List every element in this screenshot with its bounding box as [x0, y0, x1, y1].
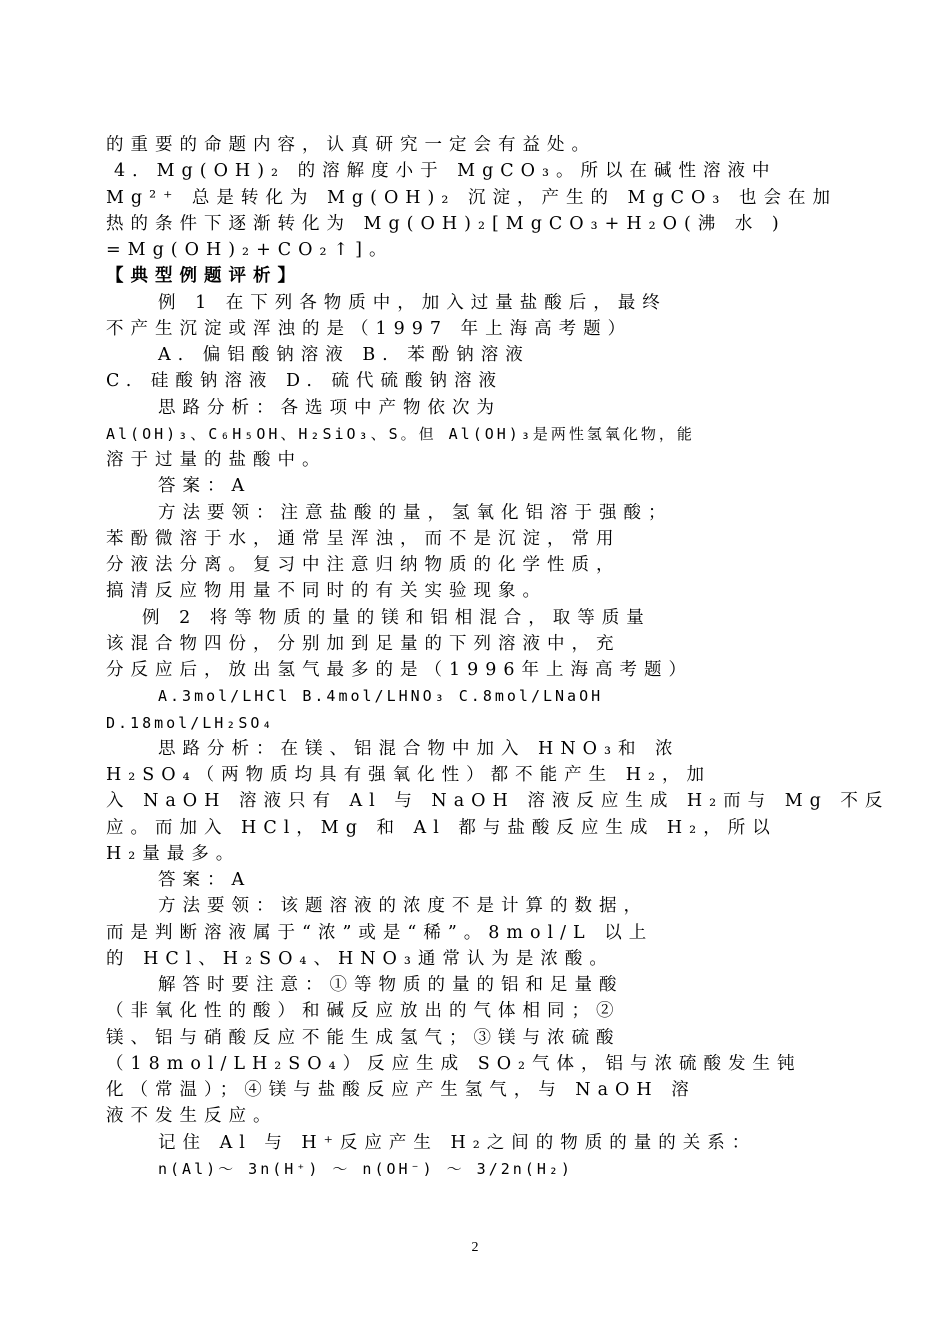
text-line: 分反应后，放出氢气最多的是（1996年上海高考题）: [106, 660, 694, 680]
text-line: A. 偏铝酸钠溶液 B. 苯酚钠溶液: [158, 345, 530, 365]
text-line: 搞清反应物用量不同时的有关实验现象。: [106, 581, 547, 602]
text-line: 记住 Al 与 H⁺反应产生 H₂之间的物质的量的关系：: [158, 1132, 757, 1153]
text-line: 例 2 将等物质的量的镁和铝相混合，取等质量: [142, 607, 651, 628]
text-line: 化（常温）；④镁与盐酸反应产生氢气，与 NaOH 溶: [106, 1080, 696, 1100]
text-line: 应。而加入 HCl，Mg 和 Al 都与盐酸反应生成 H₂，所以: [106, 817, 777, 838]
text-line: C. 硅酸钠溶液 D. 硫代硫酸钠溶液: [106, 371, 503, 392]
text-line: 热的条件下逐渐转化为 Mg(OH)₂[MgCO₃+H₂O(沸 水 ): [106, 213, 786, 234]
text-line: Mg²⁺ 总是转化为 Mg(OH)₂ 沉淀，产生的 MgCO₃ 也会在加: [106, 187, 837, 208]
text-line: （非氧化性的酸）和碱反应放出的气体相同；②: [106, 1001, 621, 1022]
text-line: 分液法分离。复习中注意归纳物质的化学性质，: [106, 555, 621, 575]
text-line: 的重要的命题内容，认真研究一定会有益处。: [106, 135, 596, 155]
text-line: 思路分析：各选项中产物依次为: [158, 397, 501, 418]
text-line: 方法要领：该题溶液的浓度不是计算的数据，: [158, 896, 648, 917]
text-line: 解答时要注意：①等物质的量的铝和足量酸: [158, 975, 624, 995]
text-line: 方法要领：注意盐酸的量，氢氧化铝溶于强酸；: [158, 502, 673, 523]
text-line: 的 HCl、H₂SO₄、HNO₃通常认为是浓酸。: [106, 948, 614, 969]
text-line: 例 1 在下列各物质中，加入过量盐酸后，最终: [158, 292, 667, 313]
text-line: H₂SO₄（两物质均具有强氧化性）都不能产生 H₂，加: [106, 765, 711, 785]
text-line: 苯酚微溶于水，通常呈浑浊，而不是沉淀，常用: [106, 528, 621, 549]
text-line: 镁、铝与硝酸反应不能生成氢气；③镁与浓硫酸: [106, 1027, 621, 1048]
text-line: （18mol/LH₂SO₄）反应生成 SO₂气体，铝与浓硫酸发生钝: [106, 1053, 802, 1074]
text-line: 答案：A: [158, 476, 252, 497]
text-line: 答案：A: [158, 870, 252, 890]
text-line: 思路分析：在镁、铝混合物中加入 HNO₃和 浓: [158, 738, 680, 759]
page-number: 2: [471, 1240, 479, 1255]
text-line: 溶于过量的盐酸中。: [106, 450, 327, 470]
text-line: n(Al)～ 3n(H⁺) ～ n(OH⁻) ～ 3/2n(H₂): [158, 1159, 573, 1178]
text-line: =Mg(OH)₂+CO₂↑]。: [106, 240, 394, 260]
text-line: D.18mol/LH₂SO₄: [106, 713, 275, 732]
text-line: 【典型例题评析】: [106, 266, 302, 287]
text-line: 液不发生反应。: [106, 1106, 278, 1127]
text-line: 不产生沉淀或浑浊的是（1997 年上海高考题）: [106, 318, 633, 339]
text-line: H₂量最多。: [106, 843, 241, 864]
text-line: Al(OH)₃、C₆H₅OH、H₂SiO₃、S。但 Al(OH)₃是两性氢氧化物，能: [106, 424, 695, 443]
text-line: 入 NaOH 溶液只有 Al 与 NaOH 溶液反应生成 H₂而与 Mg 不反: [106, 791, 890, 812]
text-line: 该混合物四份，分别加到足量的下列溶液中，充: [106, 633, 621, 654]
text-line: A.3mol/LHCl B.4mol/LHNO₃ C.8mol/LNaOH: [158, 687, 604, 706]
text-line: 4．Mg(OH)₂ 的溶解度小于 MgCO₃。所以在碱性溶液中: [114, 161, 777, 182]
text-line: 而是判断溶液属于“浓”或是“稀”。8mol/L 以上: [106, 922, 654, 943]
